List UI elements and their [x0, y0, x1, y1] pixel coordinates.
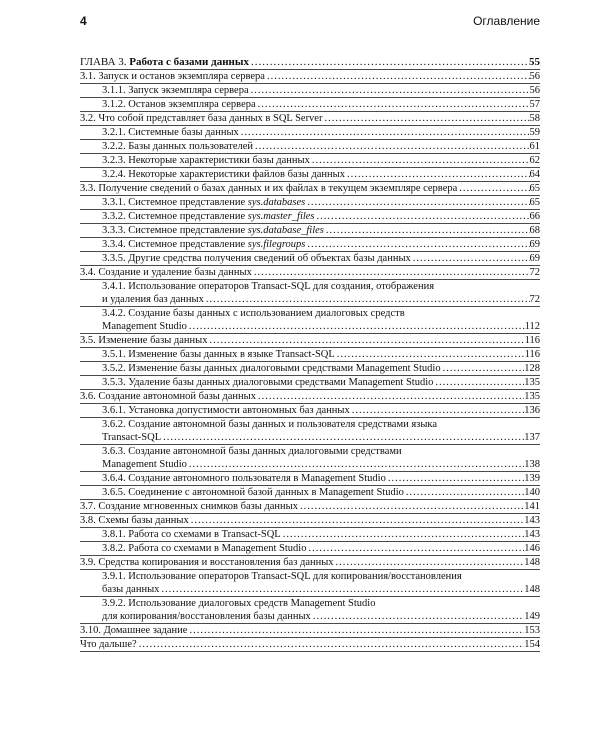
entry-title: для копирования/восстановления базы данных — [102, 611, 311, 622]
dot-leader — [249, 84, 530, 97]
dot-leader — [305, 238, 529, 251]
entry-title: Системное представление — [128, 225, 246, 236]
entry-page: 56 — [529, 71, 540, 82]
toc-entry[interactable] — [80, 514, 540, 528]
entry-title-line1: Создание базы данных с использованием диалоговых средств — [128, 308, 405, 319]
entry-page: 139 — [524, 473, 540, 484]
entry-title: Запуск экземпляра сервера — [128, 85, 249, 96]
chapter-page: 55 — [529, 56, 540, 68]
toc-entry[interactable] — [80, 597, 540, 624]
dot-leader — [265, 70, 530, 83]
entry-page: 146 — [524, 543, 540, 554]
entry-title-line1: Создание автономной базы данных диалоговыми средствами — [128, 446, 402, 457]
toc-entry[interactable] — [80, 140, 540, 154]
toc-entry[interactable] — [80, 570, 540, 597]
toc-entry[interactable] — [80, 196, 540, 210]
toc-entry[interactable] — [80, 362, 540, 376]
toc-entry[interactable] — [80, 98, 540, 112]
entry-title: Изменение базы данных — [98, 335, 208, 346]
dot-leader — [334, 556, 525, 569]
entry-page: 57 — [529, 99, 540, 110]
toc-entry[interactable] — [80, 556, 540, 570]
entry-number: 3.4.2. — [102, 308, 126, 319]
toc-entry[interactable] — [80, 376, 540, 390]
entry-number: 3.1. — [80, 71, 96, 82]
entry-title: Системные базы данных — [128, 127, 239, 138]
page-header — [80, 14, 540, 32]
chapter-prefix: ГЛАВА 3. — [80, 56, 127, 68]
entry-page: 136 — [524, 405, 540, 416]
entry-number: 3.4.1. — [102, 281, 126, 292]
entry-page: 148 — [524, 557, 540, 568]
toc-entry[interactable] — [80, 126, 540, 140]
dot-leader — [189, 514, 525, 527]
entry-number: 3.6.3. — [102, 446, 126, 457]
entry-page: 58 — [529, 113, 540, 124]
entry-number: 3.1.2. — [102, 99, 126, 110]
entry-number: 3.5. — [80, 335, 96, 346]
dot-leader — [137, 638, 525, 651]
dot-leader — [252, 266, 530, 279]
entry-page: 141 — [524, 501, 540, 512]
entry-title: Соединение с автономной базой данных в Management Studio — [128, 487, 404, 498]
entry-number: 3.6.4. — [102, 473, 126, 484]
dot-leader — [239, 126, 530, 139]
entry-number: 3.8.2. — [102, 543, 126, 554]
entry-page: 62 — [529, 155, 540, 166]
toc-entry[interactable] — [80, 154, 540, 168]
entry-title: Создание автономной базы данных — [98, 391, 256, 402]
entry-page: 135 — [524, 391, 540, 402]
toc-entry[interactable] — [80, 542, 540, 556]
entry-page: 154 — [524, 639, 540, 650]
entry-title: Удаление базы данных диалоговыми средствами Management Studio — [128, 377, 434, 388]
toc-entry[interactable] — [80, 168, 540, 182]
entry-title: Получение сведений о базах данных и их файлах в текущем экземпляре сервера — [98, 183, 458, 194]
dot-leader — [322, 112, 529, 125]
entry-title: Некоторые характеристики файлов базы данных — [128, 169, 345, 180]
entry-title-line1: Использование операторов Transact-SQL для копирования/восстановления — [128, 571, 462, 582]
entry-number: 3.3.1. — [102, 197, 126, 208]
entry-title: Создание мгновенных снимков базы данных — [98, 501, 298, 512]
toc-entry[interactable] — [80, 348, 540, 362]
entry-page: 69 — [529, 239, 540, 250]
dot-leader — [281, 528, 525, 541]
entry-title-code: sys.filegroups — [247, 239, 306, 250]
entry-number: 3.3. — [80, 183, 96, 194]
toc-entry[interactable] — [80, 472, 540, 486]
dot-leader — [310, 154, 530, 167]
toc-entry[interactable] — [80, 486, 540, 500]
dot-leader — [306, 542, 524, 555]
entry-title: Останов экземпляра сервера — [128, 99, 256, 110]
page-number: 4 — [80, 14, 87, 28]
toc-entry[interactable] — [80, 280, 540, 307]
entry-title-line1: Использование диалоговых средств Management Studio — [128, 598, 376, 609]
toc-entry[interactable] — [80, 252, 540, 266]
dot-leader — [187, 320, 525, 333]
entry-number: 3.6.1. — [102, 405, 126, 416]
entry-number: 3.5.3. — [102, 377, 126, 388]
entry-title: Изменение базы данных в языке Transact-SQL — [128, 349, 335, 360]
entry-page: 72 — [529, 267, 540, 278]
dot-leader — [345, 168, 530, 181]
toc-entry[interactable] — [80, 182, 540, 196]
dot-leader — [411, 252, 530, 265]
entry-title: Другие средства получения сведений об объектах базы данных — [128, 253, 411, 264]
entry-number: 3.1.1. — [102, 85, 126, 96]
entry-title: Что собой представляет база данных в SQL Server — [98, 113, 323, 124]
toc-chapter-entry[interactable] — [80, 56, 540, 70]
entry-title: Некоторые характеристики базы данных — [128, 155, 310, 166]
entry-page: 61 — [529, 141, 540, 152]
entry-page: 66 — [529, 211, 540, 222]
entry-title: Что дальше? — [80, 639, 137, 650]
entry-title: Средства копирования и восстановления баз данных — [98, 557, 334, 568]
toc-entry[interactable] — [80, 624, 540, 638]
entry-page: 68 — [529, 225, 540, 236]
dot-leader — [311, 610, 524, 623]
toc-entry[interactable] — [80, 307, 540, 334]
dot-leader — [187, 458, 524, 471]
dot-leader — [457, 182, 529, 195]
entry-title-line1: Использование операторов Transact-SQL для создания, отображения — [128, 281, 435, 292]
dot-leader — [249, 56, 529, 69]
entry-title: Системное представление — [128, 211, 246, 222]
entry-title: Management Studio — [102, 459, 187, 470]
entry-number: 3.6. — [80, 391, 96, 402]
toc-entry[interactable] — [80, 500, 540, 514]
entry-title: Изменение базы данных диалоговыми средствами Management Studio — [128, 363, 441, 374]
entry-title: Создание автономного пользователя в Management Studio — [128, 473, 386, 484]
dot-leader — [441, 362, 525, 375]
dot-leader — [433, 376, 524, 389]
dot-leader — [187, 624, 524, 637]
chapter-title: Работа с базами данных — [129, 56, 249, 68]
entry-number: 3.5.1. — [102, 349, 126, 360]
entry-page: 148 — [524, 584, 540, 595]
entry-title: Создание и удаление базы данных — [98, 267, 252, 278]
entry-title: Transact-SQL — [102, 432, 162, 443]
toc-entry[interactable] — [80, 210, 540, 224]
entry-title-code: sys.master_files — [247, 211, 315, 222]
entry-number: 3.9.2. — [102, 598, 126, 609]
toc-entry[interactable] — [80, 266, 540, 280]
entry-title: Системное представление — [128, 239, 246, 250]
dot-leader — [207, 334, 524, 347]
entry-page: 135 — [524, 377, 540, 388]
entry-number: 3.2.4. — [102, 169, 126, 180]
entry-title: Базы данных пользователей — [128, 141, 254, 152]
entry-title: базы данных — [102, 584, 160, 595]
entry-page: 65 — [529, 183, 540, 194]
entry-number: 3.6.5. — [102, 487, 126, 498]
toc-entry[interactable] — [80, 112, 540, 126]
entry-page: 153 — [524, 625, 540, 636]
entry-page: 59 — [529, 127, 540, 138]
toc-entry[interactable] — [80, 224, 540, 238]
dot-leader — [324, 224, 530, 237]
entry-page: 140 — [524, 487, 540, 498]
entry-title: Работа со схемами в Management Studio — [128, 543, 307, 554]
entry-title-line1: Создание автономной базы данных и пользователя средствами языка — [128, 419, 437, 430]
entry-page: 149 — [524, 611, 540, 622]
entry-page: 137 — [524, 432, 540, 443]
dot-leader — [256, 98, 530, 111]
entry-title-code: sys.database_files — [247, 225, 324, 236]
dot-leader — [298, 500, 524, 513]
entry-page: 128 — [524, 363, 540, 374]
entry-number: 3.9.1. — [102, 571, 126, 582]
toc-entry[interactable] — [80, 404, 540, 418]
dot-leader — [253, 140, 529, 153]
running-title: Оглавление — [473, 14, 540, 28]
toc-entry[interactable] — [80, 238, 540, 252]
entry-title: Домашнее задание — [103, 625, 188, 636]
entry-page: 143 — [524, 515, 540, 526]
entry-number: 3.2. — [80, 113, 96, 124]
dot-leader — [159, 583, 524, 596]
entry-page: 72 — [529, 294, 540, 305]
entry-number: 3.10. — [80, 625, 101, 636]
entry-number: 3.8. — [80, 515, 96, 526]
entry-number: 3.8.1. — [102, 529, 126, 540]
toc-entry[interactable] — [80, 528, 540, 542]
dot-leader — [350, 404, 525, 417]
entry-page: 64 — [529, 169, 540, 180]
entry-number: 3.9. — [80, 557, 96, 568]
dot-leader — [305, 196, 529, 209]
dot-leader — [404, 486, 524, 499]
toc-entry[interactable] — [80, 390, 540, 404]
toc-entry[interactable] — [80, 638, 540, 652]
dot-leader — [256, 390, 524, 403]
entry-page: 116 — [524, 335, 540, 346]
entry-title-code: sys.databases — [247, 197, 306, 208]
toc-entry[interactable] — [80, 418, 540, 445]
toc-entry[interactable] — [80, 70, 540, 84]
entry-number: 3.5.2. — [102, 363, 126, 374]
entry-title: Системное представление — [128, 197, 246, 208]
entry-number: 3.2.3. — [102, 155, 126, 166]
dot-leader — [335, 348, 525, 361]
entry-title: Схемы базы данных — [98, 515, 189, 526]
entry-page: 116 — [524, 349, 540, 360]
entry-title: Работа со схемами в Transact-SQL — [128, 529, 281, 540]
entry-title: Запуск и останов экземпляра сервера — [98, 71, 265, 82]
dot-leader — [204, 293, 530, 306]
entry-page: 65 — [529, 197, 540, 208]
entry-number: 3.7. — [80, 501, 96, 512]
toc-entry[interactable] — [80, 445, 540, 472]
entry-page: 56 — [529, 85, 540, 96]
entry-page: 112 — [524, 321, 540, 332]
entry-title: Management Studio — [102, 321, 187, 332]
entry-page: 143 — [524, 529, 540, 540]
entry-number: 3.3.5. — [102, 253, 126, 264]
entry-title: и удаления баз данных — [102, 294, 204, 305]
dot-leader — [386, 472, 524, 485]
dot-leader — [315, 210, 530, 223]
entry-number: 3.4. — [80, 267, 96, 278]
entry-number: 3.2.1. — [102, 127, 126, 138]
entry-number: 3.3.4. — [102, 239, 126, 250]
entry-number: 3.2.2. — [102, 141, 126, 152]
entry-number: 3.6.2. — [102, 419, 126, 430]
entry-page: 138 — [524, 459, 540, 470]
entry-number: 3.3.3. — [102, 225, 126, 236]
dot-leader — [161, 431, 524, 444]
entry-number: 3.3.2. — [102, 211, 126, 222]
entry-page: 69 — [529, 253, 540, 264]
table-of-contents — [80, 56, 540, 652]
toc-entry[interactable] — [80, 334, 540, 348]
toc-entry[interactable] — [80, 84, 540, 98]
entry-title: Установка допустимости автономных баз данных — [128, 405, 350, 416]
